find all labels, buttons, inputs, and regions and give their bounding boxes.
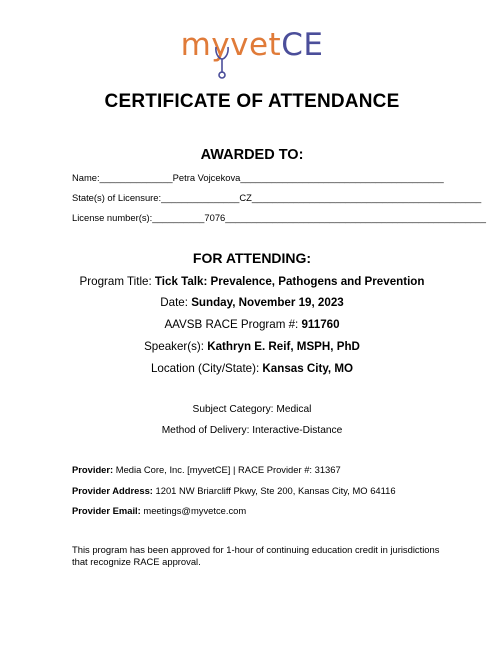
provider-address-value: 1201 NW Briarcliff Pkwy, Ste 200, Kansas City, MO 64116 xyxy=(152,485,396,496)
provider-label: Provider: xyxy=(72,464,114,475)
provider-email-label: Provider Email: xyxy=(72,505,141,516)
attending-heading: FOR ATTENDING: xyxy=(192,250,312,266)
location-label: Location (City/State): xyxy=(150,362,263,375)
location-line xyxy=(0,362,504,375)
race-program-value: 911760 xyxy=(301,318,340,331)
program-title-value: Tick Talk: Prevalence, Pathogens and Prevention xyxy=(154,275,425,288)
provider-address-line xyxy=(72,485,396,496)
license-label: License number(s): xyxy=(72,212,153,223)
provider-email-line xyxy=(72,505,246,516)
myvetce-logo xyxy=(0,27,504,63)
delivery-method: Method of Delivery: Interactive-Distance xyxy=(161,425,343,436)
date-label: Date: xyxy=(160,296,192,309)
licensure-state-field xyxy=(72,192,481,203)
speaker-value: Kathryn E. Reif, MSPH, PhD xyxy=(207,340,360,353)
program-title-line xyxy=(0,275,504,288)
state-value: CZ xyxy=(239,192,252,203)
logo-ce: CE xyxy=(281,27,324,63)
state-underline-pre: _______________ xyxy=(161,192,240,203)
provider-value: Media Core, Inc. [myvetCE] | RACE Provider #: 31367 xyxy=(113,464,341,475)
stethoscope-icon xyxy=(214,45,230,79)
license-underline-pre: __________ xyxy=(152,212,205,223)
certificate-title: CERTIFICATE OF ATTENDANCE xyxy=(104,91,400,112)
date-line xyxy=(0,296,504,309)
program-title-label: Program Title: xyxy=(79,275,155,288)
name-value: Petra Vojcekova xyxy=(172,172,241,183)
approval-note: This program has been approved for 1-hour of continuing education credit in jurisdictions that recognize RACE approval. xyxy=(72,544,440,567)
awarded-heading: AWARDED TO: xyxy=(200,147,304,163)
name-underline-post: _______________________________________ xyxy=(240,172,444,183)
provider-line xyxy=(72,464,341,475)
license-value: 7076 xyxy=(204,212,226,223)
state-label: State(s) of Licensure: xyxy=(72,192,162,203)
date-value: Sunday, November 19, 2023 xyxy=(191,296,344,309)
race-program-label: AAVSB RACE Program #: xyxy=(164,318,302,331)
race-program-line xyxy=(0,318,504,331)
speaker-label: Speaker(s): xyxy=(144,340,208,353)
logo-my: my xyxy=(180,27,231,63)
provider-address-label: Provider Address: xyxy=(72,485,153,496)
name-field xyxy=(72,172,444,183)
state-underline-post: ____________________________________________ xyxy=(251,192,482,203)
location-value: Kansas City, MO xyxy=(262,362,354,375)
provider-email-value: meetings@myvetce.com xyxy=(140,505,247,516)
name-underline-pre: ______________ xyxy=(99,172,173,183)
name-label: Name: xyxy=(72,172,100,183)
license-underline-post: __________________________________________________ xyxy=(225,212,486,223)
logo-vet: vet xyxy=(230,27,282,63)
subject-category: Subject Category: Medical xyxy=(192,404,312,415)
license-number-field xyxy=(72,212,486,223)
speaker-line xyxy=(0,340,504,353)
